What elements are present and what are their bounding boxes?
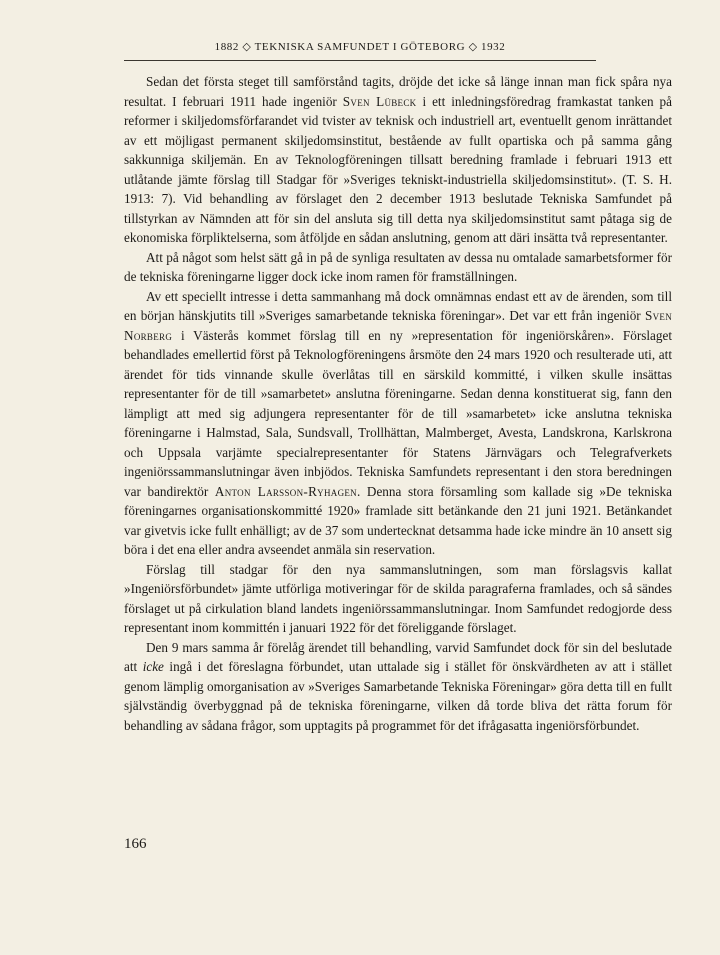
header-separator-icon: ◇ <box>468 41 478 53</box>
text-run: ingå i det föreslagna förbundet, utan uttalade sig i stället för önskvärdheten av att i stället genom lämplig omorganisation av »Sveriges Samarbetande Tekniska Föreningar» göra detta till en fullt självständig överbyggnad på de tekniska föreningarne, vilken då torde bliva det rätta forum för behandling av sådana frågor, som upptagits på programmet för det ifrågasatta ingeniörsförbundet. <box>124 659 672 733</box>
person-name: Anton Larsson-Ryhagen <box>214 483 357 499</box>
text-run: i ett inledningsföredrag framkastat tanken på reformer i skiljedomsförfarandet vid tvister av teknisk och industriell art, eventuellt genom inrättandet av ett möjligast permanent skiljedomsinstitut, bestående av fullt opartiska och på samma gång sakkunniga skiljemän. En av Teknologföreningen tillsatt beredning framlade i februari 1913 ett utlåtande jämte förslag till Stadgar för »Sveriges tekniskt-industriella skiljedomsinstitut». (T. S. H. 1913: 7). Vid behandling av förslaget den 2 december 1913 beslutade Tekniska Samfundet på tillstyrkan av Nämnden att för sin del ansluta sig till detta nya skiljedomsinstitut samt påtaga sig de ekonomiska förpliktelserna, som åtföljde en sådan anslutning, genom att däri insätta två representanter. <box>124 93 672 245</box>
text-run: Sedan det första steget till samförstånd tagits, dröjde det icke så länge innan man fick spåra nya resultat. I februari 1911 hade ingeniör <box>124 74 672 109</box>
person-name: Sven Lübeck <box>342 93 417 109</box>
text-run: Av ett speciellt intresse i detta sammanhang må dock omnämnas endast ett av de ärenden, som till en början hänskjutits till »Sveriges samarbetande tekniska föreningar». Det var ett från ingeniör <box>124 288 672 323</box>
header-rule <box>124 60 596 61</box>
page-number: 166 <box>124 836 147 852</box>
header-year-end: 1932 <box>480 41 506 53</box>
text-run: . Denna stora församling som kallade sig »De tekniska föreningarnes organisationskommitté 1920» framlade sitt betänkande den 21 juni 1921. Betänkandet var givetvis icke fullt enhälligt; av de 37 som undertecknat detsamma hade icke mindre än 10 ansett sig böra i det ena eller andra avseendet anmäla sin reservation. <box>124 483 672 557</box>
paragraph <box>124 638 672 736</box>
text-run: i Västerås kommet förslag till en ny »representation för ingeniörskåren». Förslaget behandlades emellertid först på Teknologföreningens årsmöte den 24 mars 1920 och resulterade uti, att ärendet för tids vinnande skulle överlåtas till en särskild kommitté, i vilken skulle insättas representanter för de till »samarbetet» anslutna föreningarne. Sedan denna konstituerat sig, fann den lämpligt att med sig adjungera representanter för de till »samarbetet» icke anslutna tekniska föreningarne i Halmstad, Sala, Sundsvall, Trollhättan, Malmberget, Avesta, Landskrona, Karlskrona och Uppsala varjämte specialrepresentanter för Statens Järnvägars och Telegrafverkets ingeniörssammanslutningar även inbjödos. Tekniska Samfundets representant i den stora beredningen var bandirektör <box>124 327 672 499</box>
paragraph <box>124 287 672 560</box>
paragraph <box>124 560 672 638</box>
person-name: Sven Norberg <box>124 308 672 343</box>
header-separator-icon: ◇ <box>242 41 252 53</box>
paragraph <box>124 72 672 248</box>
emphasis: icke <box>142 659 164 674</box>
text-run: Förslag till stadgar för den nya sammanslutningen, som man förslagsvis kallat »Ingeniörsförbundet» jämte utförliga motiveringar för de skilda paragraferna framlades, och så sändes förslaget ut på cirkulation bland landets ingeniörssammanslutningar. Inom Samfundet redogjorde dess representant inom kommittén i januari 1922 för det föreliggande förslaget. <box>124 561 672 635</box>
running-header <box>124 40 596 53</box>
header-title: TEKNISKA SAMFUNDET I GÖTEBORG <box>254 41 466 53</box>
text-run: Den 9 mars samma år förelåg ärendet till behandling, varvid Samfundet dock för sin del beslutade att <box>124 639 672 674</box>
body-text <box>124 72 672 735</box>
header-year-start: 1882 <box>214 41 239 53</box>
paragraph <box>124 248 672 287</box>
text-run: Att på något som helst sätt gå in på de synliga resultaten av dessa nu omtalade samarbetsformer för de tekniska föreningarne ligger dock icke inom ramen för framställningen. <box>124 249 672 284</box>
